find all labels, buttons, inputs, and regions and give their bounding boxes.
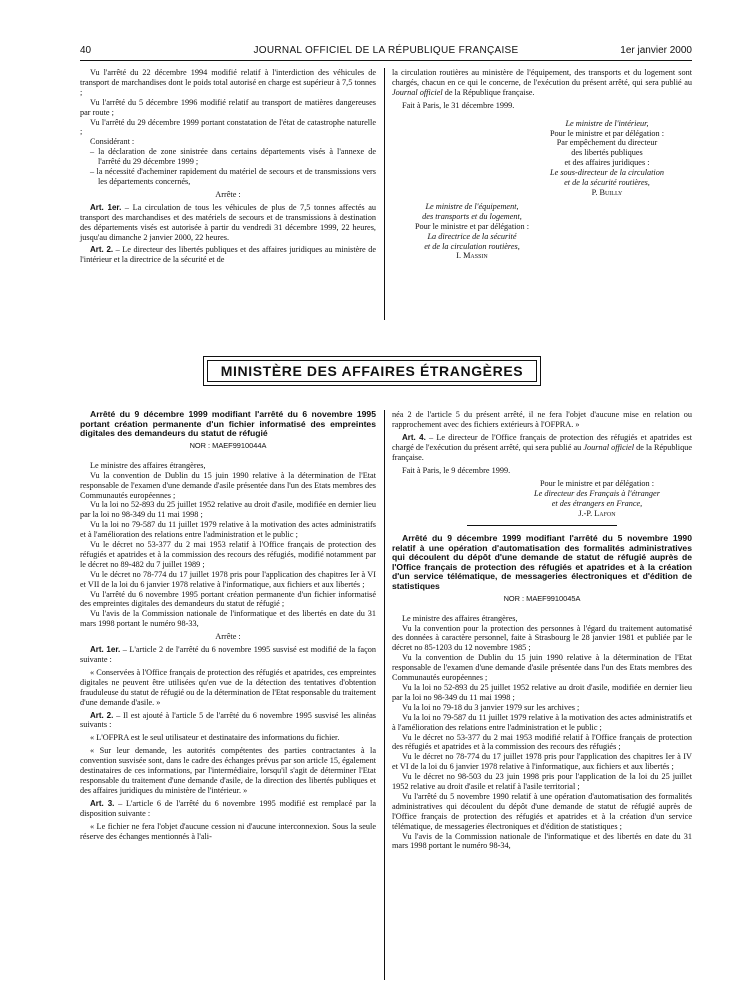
paragraph: Vu la convention de Dublin du 15 juin 1990 relative à la détermination de l'Etat responsable de l'examen d'une demande d'asile présentée dans l'un des Etats membres des Communautés européennes ;: [392, 653, 692, 683]
signature-block: Le ministre de l'intérieur, Pour le ministre et par délégation : Par empêchement du directeur des libertés publiques et des affaires juridiques : Le sous-directeur de la circulation et de la sécurité routières, P. Builly: [549, 118, 665, 197]
paragraph: Vu le décret no 53-377 du 2 mai 1953 relatif à l'Office français de protection des réfugiés et apatrides et à la commission des recours des réfugiés, modifié notamment par le décret no 89-482 du 7 juillet 1989 ;: [80, 540, 376, 569]
decree-title: Arrêté du 9 décembre 1999 modifiant l'arrêté du 6 novembre 1995 portant création permanente d'un fichier informatisé des empreintes digitales des demandeurs du statut de réfugié: [80, 409, 376, 439]
paragraph: Vu l'avis de la Commission nationale de l'informatique et des libertés en date du 31 mars 1998 portant le numéro 98-33,: [80, 609, 376, 629]
journal-title: JOURNAL OFFICIEL DE LA RÉPUBLIQUE FRANÇAISE: [253, 45, 519, 56]
page-header: [80, 44, 692, 58]
bottom-right-column: [392, 410, 692, 851]
signature-block: Pour le ministre et par délégation : Le directeur des Français à l'étranger et des étrangers en France, J.-P. Lafon: [534, 479, 660, 519]
list-item: – la déclaration de zone sinistrée dans certains départements visés à l'annexe de l'arrêté du 29 décembre 1999 ;: [90, 147, 376, 167]
paragraph: Considérant :: [90, 137, 135, 147]
paragraph: Vu l'arrêté du 29 décembre 1999 portant constatation de l'état de catastrophe naturelle ;: [80, 117, 376, 137]
fait-a-paris: Fait à Paris, le 9 décembre 1999.: [402, 465, 511, 475]
paragraph: Vu le décret no 53-377 du 2 mai 1953 modifié relatif à l'Office français de protection des réfugiés et apatrides et à la commission des recours des réfugiés ;: [392, 732, 692, 752]
paragraph: Vu le décret no 98-503 du 23 juin 1998 pris pour l'application de la loi du 25 juillet 1952 relative au droit d'asile et relatif à l'asile territorial ;: [392, 772, 692, 792]
paragraph: Vu le décret no 78-774 du 17 juillet 1978 pris pour l'application des chapitres Ier à VI et VII de la loi du 6 janvier 1978 relative à l'informatique, aux fichiers et aux libertés ;: [80, 569, 376, 589]
paragraph: Vu l'arrêté du 22 décembre 1994 modifié relatif à l'interdiction des véhicules de transport de marchandises dont le poids total autorisé en charge est supérieur à 7,5 tonnes ;: [80, 68, 376, 97]
article-1: Art. 1er. – L'article 2 de l'arrêté du 6 novembre 1995 susvisé est modifié de la façon suivante :: [80, 645, 376, 664]
ministry-name: MINISTÈRE DES AFFAIRES ÉTRANGÈRES: [207, 360, 537, 382]
paragraph: Vu le décret no 78-774 du 17 juillet 1978 pris pour l'application des chapitres Ier à IV et VI de la loi du 6 janvier 1978 relative à l'informatique, aux fichiers et aux libertés ;: [392, 752, 692, 772]
article-1: Art. 1er. – La circulation de tous les véhicules de plus de 7,5 tonnes affectés au transport des marchandises et des matériels de secours et de transmissions à destination des départements visés est autorisée à partir du vendredi 31 décembre 1999, 22 heures, jusqu'au dimanche 2 janvier 2000, 22 heures.: [80, 202, 377, 242]
paragraph: Vu la loi no 79-18 du 3 janvier 1979 sur les archives ;: [402, 702, 580, 712]
article-3: Art. 3. – L'article 6 de l'arrêté du 6 novembre 1995 modifié est remplacé par la disposition suivante :: [80, 798, 376, 818]
paragraph: Vu la loi no 79-587 du 11 juillet 1979 relative à la motivation des actes administratifs et à l'amélioration des relations entre l'administration et le public ;: [80, 520, 376, 540]
top-left-column: [80, 68, 376, 265]
column-divider: [384, 68, 385, 320]
paragraph: Vu l'arrêté du 6 novembre 1995 portant création permanente d'un fichier informatisé des empreintes digitales des demandeurs du statut de réfugié ;: [80, 589, 376, 609]
quote: « Le fichier ne fera l'objet d'aucune cession ni d'aucune interconnexion. Sous la seule réserve des échanges mentionnés à l'ali-: [80, 821, 376, 841]
quote: « L'OFPRA est le seul utilisateur et destinataire des informations du fichier.: [90, 733, 340, 743]
column-divider: [384, 410, 385, 980]
article-label: Art. 2.: [90, 245, 114, 255]
list-item: – la nécessité d'acheminer rapidement du matériel de secours et de transmissions vers les départements concernés,: [90, 167, 376, 186]
paragraph: Vu la convention pour la protection des personnes à l'égard du traitement automatisé des données à caractère personnel, faite à Strasbourg le 28 janvier 1981 et publiée par le décret no 85-1203 du 12 novembre 1985 ;: [392, 623, 692, 653]
article-2: Art. 2. – Il est ajouté à l'article 5 de l'arrêté du 6 novembre 1995 susvisé les alinéas suivants :: [80, 710, 376, 730]
ministry-banner: [203, 356, 541, 386]
bottom-left-column: [80, 410, 376, 841]
page-number: 40: [80, 45, 92, 56]
article-label: Art. 1er.: [90, 202, 122, 212]
paragraph: Vu l'arrêté du 5 décembre 1996 modifié relatif au transport de matières dangereuses par route ;: [80, 97, 376, 117]
top-right-column: [392, 68, 692, 261]
paragraph: Vu l'avis de la Commission nationale de l'informatique et des libertés en date du 31 mars 1998 portant le numéro 98-34,: [392, 831, 692, 851]
nor-reference: NOR : MAEF9910044A: [189, 440, 267, 450]
separator-rule: [467, 525, 617, 526]
paragraph: Le ministre des affaires étrangères,: [402, 613, 518, 623]
paragraph: néa 2 de l'article 5 du présent arrêté, il ne fera l'objet d'aucune mise en relation ou rapprochement avec des fichiers extérieurs à l'OFPRA. »: [392, 410, 692, 429]
quote: « Conservées à l'Office français de protection des réfugiés et apatrides, ces empreintes digitales ne peuvent être utilisées qu'en vue de la détection des tentatives d'obtention frauduleuse du statut de réfugié ou de la détermination de l'Etat responsable du traitement d'une demande d'asile. »: [80, 667, 376, 707]
nor-reference: NOR : MAEF9910045A: [503, 593, 581, 603]
paragraph: Vu la loi no 52-893 du 25 juillet 1952 relative au droit d'asile, modifiée en dernier lieu par la loi no 98-349 du 11 mai 1998 ;: [392, 682, 692, 702]
issue-date: 1er janvier 2000: [620, 45, 692, 56]
fait-a-paris: Fait à Paris, le 31 décembre 1999.: [402, 100, 515, 110]
paragraph: Le ministre des affaires étrangères,: [90, 460, 206, 470]
paragraph: Vu la loi no 52-893 du 25 juillet 1952 relative au droit d'asile, modifiée en dernier lieu par la loi no 98-349 du 11 mai 1998 ;: [80, 500, 376, 520]
arrete-heading: Arrête :: [215, 632, 241, 642]
header-rule: [80, 60, 692, 61]
paragraph: Vu l'arrêté du 5 novembre 1990 relatif à une opération d'automatisation des formalités administratives qui découlent du dépôt d'une demande de statut de réfugié auprès de l'Office français de protection des réfugiés et apatrides et à la création d'un service télématique, de messageries électroniques et d'édition de statistiques ;: [392, 791, 692, 831]
arrete-heading: Arrête :: [215, 189, 241, 199]
paragraph: la circulation routières au ministère de l'équipement, des transports et du logement sont chargés, chacun en ce qui le concerne, de l'exécution du présent arrêté, qui sera publié au Journal officiel de la République française.: [392, 68, 692, 97]
signature-block: Le ministre de l'équipement, des transports et du logement, Pour le ministre et par délégation : La directrice de la sécurité et de la circulation routières, I. Massin: [414, 201, 530, 261]
paragraph: Vu la convention de Dublin du 15 juin 1990 relative à la détermination de l'Etat responsable de l'examen d'une demande d'asile présentée dans l'un des Etats membres des Communautés européennes ;: [80, 470, 376, 500]
article-4: Art. 4. – Le directeur de l'Office français de protection des réfugiés et apatrides est chargé de l'exécution du présent arrêté, qui sera publié au Journal officiel de la République française.: [392, 432, 693, 462]
paragraph: Vu la loi no 79-587 du 11 juillet 1979 relative à la motivation des actes administratifs et à l'amélioration des relations entre l'administration et le public ;: [392, 712, 692, 732]
quote: « Sur leur demande, les autorités compétentes des parties contractantes à la convention susvisée sont, dans le cadre des échanges prévus par son article 15, également destinataires de ces informations, par l'intermédiaire, lorsqu'il s'agit de déterminer l'Etat responsable du traitement d'une demande d'asile, de la direction des libertés publiques et des affaires juridiques du ministère de l'intérieur. »: [80, 746, 376, 795]
article-2: Art. 2. – Le directeur des libertés publiques et des affaires juridiques au ministère de l'intérieur et la directrice de la sécurité et de: [80, 245, 377, 265]
decree-title: Arrêté du 9 décembre 1999 modifiant l'arrêté du 5 novembre 1990 relatif à une opération d'automatisation des formalités administratives qui découlent du dépôt d'une demande de statut de réfugié auprès de l'Office français de protection des réfugiés et apatrides et à la création d'un service télématique, de messageries électroniques et d'édition de statistiques: [392, 533, 692, 592]
